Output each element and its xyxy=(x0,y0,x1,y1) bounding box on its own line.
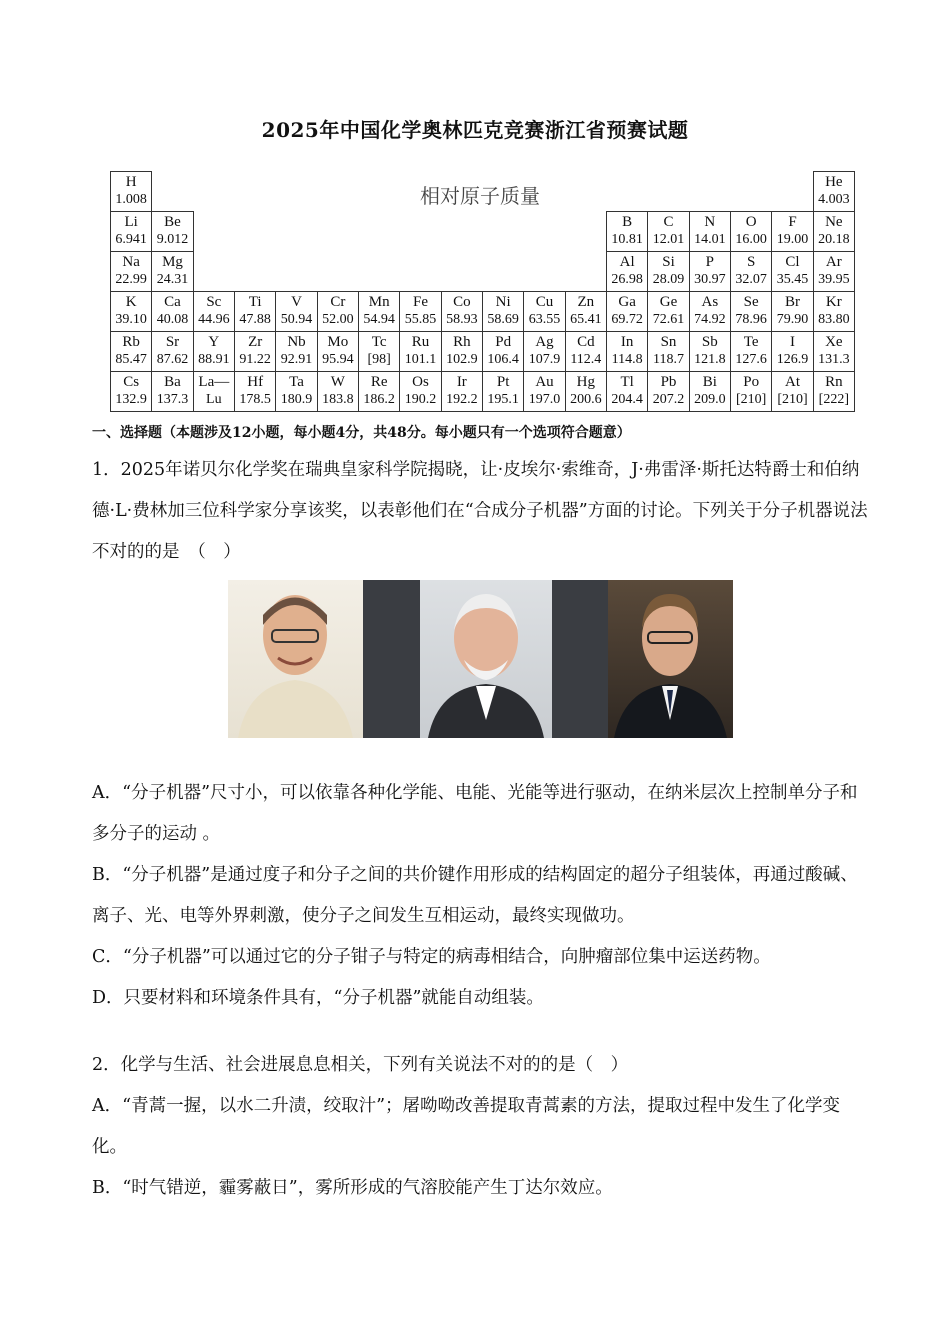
element-symbol: V xyxy=(291,294,302,310)
element-cell xyxy=(813,371,855,412)
element-mass: 39.95 xyxy=(818,272,850,287)
element-symbol: Na xyxy=(122,254,140,270)
element-cell xyxy=(151,371,193,412)
element-symbol: Fe xyxy=(412,294,428,310)
element-mass: 186.2 xyxy=(363,392,395,407)
element-mass: 200.6 xyxy=(570,392,602,407)
element-cell xyxy=(771,331,813,372)
element-symbol: Mn xyxy=(368,294,390,310)
element-mass: 102.9 xyxy=(446,352,478,367)
element-cell xyxy=(689,291,731,332)
element-cell xyxy=(647,291,689,332)
element-cell xyxy=(399,291,441,332)
element-symbol: Tc xyxy=(371,334,387,350)
element-mass: 137.3 xyxy=(156,392,189,407)
element-symbol: Ti xyxy=(248,294,262,310)
element-symbol: Cd xyxy=(577,334,595,350)
element-symbol: F xyxy=(788,214,797,230)
element-symbol: Rh xyxy=(453,334,471,350)
element-cell xyxy=(689,331,731,372)
element-symbol: Mo xyxy=(327,334,349,350)
element-mass: 9.012 xyxy=(156,232,189,247)
laureate-photo-2 xyxy=(420,580,552,738)
element-symbol: Li xyxy=(124,214,138,230)
element-symbol: N xyxy=(704,214,716,230)
element-symbol: Cr xyxy=(330,294,346,310)
element-symbol: Re xyxy=(370,374,388,390)
element-symbol: P xyxy=(705,254,714,270)
element-mass: 204.4 xyxy=(611,392,643,407)
element-mass: 190.2 xyxy=(404,392,437,407)
element-mass: 28.09 xyxy=(652,272,685,287)
element-mass: 192.2 xyxy=(446,392,478,407)
element-mass: 183.8 xyxy=(322,392,354,407)
element-cell xyxy=(358,331,400,372)
element-symbol: Pt xyxy=(496,374,510,390)
element-mass: 79.90 xyxy=(776,312,809,327)
element-mass: 69.72 xyxy=(611,312,643,327)
element-cell xyxy=(689,251,731,292)
element-symbol: W xyxy=(330,374,345,390)
element-symbol: Co xyxy=(453,294,471,310)
element-symbol: Pb xyxy=(660,374,677,390)
element-mass: 114.8 xyxy=(611,352,643,367)
element-cell xyxy=(565,291,607,332)
element-mass: 50.94 xyxy=(280,312,313,327)
element-cell xyxy=(813,251,855,292)
element-symbol: I xyxy=(789,334,795,350)
element-mass: 121.8 xyxy=(694,352,726,367)
element-symbol: Ru xyxy=(411,334,430,350)
element-cell xyxy=(234,371,276,412)
element-symbol: Kr xyxy=(825,294,842,310)
element-cell xyxy=(647,371,689,412)
element-symbol: Be xyxy=(164,214,181,230)
element-symbol: Rb xyxy=(122,334,140,350)
element-symbol: B xyxy=(622,214,633,230)
element-cell xyxy=(317,371,359,412)
element-cell xyxy=(317,291,359,332)
element-cell xyxy=(523,371,565,412)
element-cell xyxy=(771,211,813,252)
element-cell xyxy=(110,331,152,372)
element-cell xyxy=(647,251,689,292)
element-mass: [98] xyxy=(367,352,391,367)
element-cell xyxy=(110,291,152,332)
element-symbol: S xyxy=(746,254,756,270)
element-mass: 83.80 xyxy=(818,312,850,327)
element-mass: 209.0 xyxy=(694,392,726,407)
element-symbol: Mg xyxy=(162,254,183,270)
element-cell xyxy=(151,291,193,332)
element-mass: 107.9 xyxy=(528,352,561,367)
element-symbol: Ir xyxy=(456,374,467,390)
periodic-table-caption: 相对原子质量 xyxy=(420,184,540,208)
element-mass: 40.08 xyxy=(156,312,189,327)
element-cell xyxy=(482,331,524,372)
element-symbol: Ba xyxy=(164,374,181,390)
element-mass: 10.81 xyxy=(611,232,643,247)
element-cell xyxy=(813,171,855,212)
element-mass: 195.1 xyxy=(487,392,519,407)
element-mass: 24.31 xyxy=(156,272,189,287)
element-mass: 6.941 xyxy=(115,232,147,247)
element-cell xyxy=(441,331,483,372)
element-symbol: Cu xyxy=(535,294,554,310)
element-symbol: Ni xyxy=(495,294,511,310)
element-cell xyxy=(565,331,607,372)
element-symbol: Sb xyxy=(701,334,718,350)
element-symbol: Te xyxy=(743,334,759,350)
element-mass: 78.96 xyxy=(735,312,767,327)
element-mass: 19.00 xyxy=(776,232,809,247)
element-mass: 20.18 xyxy=(818,232,850,247)
element-mass: [222] xyxy=(818,392,849,407)
element-cell xyxy=(689,211,731,252)
element-symbol: Zr xyxy=(248,334,263,350)
element-symbol: Zn xyxy=(577,294,595,310)
element-symbol: Ga xyxy=(618,294,636,310)
element-symbol: Ag xyxy=(535,334,554,350)
element-cell xyxy=(193,291,235,332)
question-1-stem: 1．2025年诺贝尔化学奖在瑞典皇家科学院揭晓，让·皮埃尔·索维奇，J·弗雷泽·斯托达特爵士和伯纳德·L·费林加三位科学家分享该奖，以表彰他们在“合成分子机器”方面的讨论。下列关于分子机器说法不对的的是 （ ） xyxy=(92,460,868,562)
element-mass: 112.4 xyxy=(570,352,602,367)
element-symbol: Al xyxy=(619,254,635,270)
element-mass: 91.22 xyxy=(239,352,271,367)
element-cell xyxy=(771,251,813,292)
element-symbol: Cl xyxy=(785,254,800,270)
nobel-laureates-photo xyxy=(228,580,733,738)
element-symbol: Bi xyxy=(702,374,717,390)
element-mass: 26.98 xyxy=(611,272,643,287)
element-cell xyxy=(647,331,689,372)
element-symbol: Br xyxy=(784,294,800,310)
laureate-photo-1 xyxy=(228,580,363,738)
element-cell xyxy=(730,331,772,372)
question-2-option-b: B．“时气错逆，霾雾蔽日”，雾所形成的气溶胶能产生丁达尔效应。 xyxy=(92,1178,613,1198)
element-symbol: Sn xyxy=(660,334,677,350)
element-symbol: K xyxy=(125,294,137,310)
element-cell xyxy=(813,211,855,252)
element-cell xyxy=(441,371,483,412)
element-mass: 47.88 xyxy=(239,312,271,327)
element-symbol: Rn xyxy=(825,374,843,390)
element-symbol: Ne xyxy=(825,214,843,230)
element-mass: 87.62 xyxy=(156,352,189,367)
question-1-option-b: B．“分子机器”是通过度子和分子之间的共价键作用形成的结构固定的超分子组装体，再通过酸碱、离子、光、电等外界刺激，使分子之间发生互相运动，最终实现做功。 xyxy=(92,865,858,926)
element-mass: 132.9 xyxy=(115,392,147,407)
element-cell xyxy=(275,331,317,372)
element-cell xyxy=(275,371,317,412)
element-symbol: Tl xyxy=(620,374,634,390)
element-mass: 131.3 xyxy=(818,352,850,367)
element-symbol: Nb xyxy=(287,334,306,350)
element-mass: 4.003 xyxy=(818,192,850,207)
element-cell xyxy=(193,371,235,412)
element-symbol: Ta xyxy=(289,374,304,390)
element-cell xyxy=(151,211,193,252)
element-mass: 14.01 xyxy=(694,232,726,247)
element-mass: 101.1 xyxy=(404,352,437,367)
element-symbol: H xyxy=(125,174,137,190)
element-mass: 39.10 xyxy=(115,312,147,327)
element-cell xyxy=(813,291,855,332)
element-cell xyxy=(234,331,276,372)
element-symbol: Xe xyxy=(825,334,843,350)
element-cell xyxy=(771,291,813,332)
element-cell xyxy=(358,371,400,412)
element-cell xyxy=(523,291,565,332)
element-cell xyxy=(151,331,193,372)
element-mass: 55.85 xyxy=(404,312,437,327)
element-mass: 180.9 xyxy=(280,392,313,407)
element-cell xyxy=(565,371,607,412)
element-symbol: O xyxy=(745,214,757,230)
element-mass: 32.07 xyxy=(735,272,767,287)
element-mass: 72.61 xyxy=(652,312,685,327)
element-mass: Lu xyxy=(206,392,222,407)
element-mass: 1.008 xyxy=(115,192,147,207)
question-1-option-d: D．只要材料和环境条件具有，“分子机器”就能自动组装。 xyxy=(92,988,544,1008)
element-cell xyxy=(110,371,152,412)
element-cell xyxy=(151,251,193,292)
element-symbol: Os xyxy=(412,374,429,390)
element-symbol: Po xyxy=(743,374,760,390)
element-mass: 12.01 xyxy=(652,232,685,247)
element-mass: 85.47 xyxy=(115,352,147,367)
element-mass: 126.9 xyxy=(776,352,809,367)
element-mass: 92.91 xyxy=(280,352,313,367)
element-mass: 35.45 xyxy=(776,272,809,287)
element-symbol: Si xyxy=(662,254,675,270)
element-symbol: La— xyxy=(198,374,230,390)
element-mass: 118.7 xyxy=(653,352,684,367)
element-symbol: Hg xyxy=(576,374,595,390)
element-mass: 44.96 xyxy=(198,312,230,327)
element-mass: 65.41 xyxy=(570,312,602,327)
element-mass: 30.97 xyxy=(694,272,726,287)
element-cell xyxy=(647,211,689,252)
element-mass: 207.2 xyxy=(652,392,685,407)
element-cell xyxy=(689,371,731,412)
element-cell xyxy=(110,211,152,252)
element-mass: 58.69 xyxy=(487,312,519,327)
question-2-stem: 2．化学与生活、社会进展息息相关，下列有关说法不对的的是（ ） xyxy=(92,1055,629,1075)
element-mass: 16.00 xyxy=(735,232,767,247)
element-symbol: At xyxy=(784,374,800,390)
element-mass: [210] xyxy=(736,392,767,407)
laureate-photo-3 xyxy=(608,580,733,738)
element-mass: 88.91 xyxy=(198,352,230,367)
element-mass: 127.6 xyxy=(735,352,767,367)
element-mass: 52.00 xyxy=(322,312,354,327)
element-symbol: Hf xyxy=(247,374,264,390)
element-mass: [210] xyxy=(777,392,808,407)
element-cell xyxy=(441,291,483,332)
element-symbol: Cs xyxy=(123,374,140,390)
page-title: 2025年中国化学奥林匹克竞赛浙江省预赛试题 xyxy=(261,118,689,142)
element-symbol: In xyxy=(620,334,634,350)
element-symbol: Sc xyxy=(206,294,222,310)
element-cell xyxy=(399,371,441,412)
element-mass: 63.55 xyxy=(528,312,561,327)
element-cell xyxy=(358,291,400,332)
element-mass: 178.5 xyxy=(239,392,271,407)
element-symbol: He xyxy=(825,174,843,190)
element-cell xyxy=(482,371,524,412)
element-symbol: Se xyxy=(743,294,759,310)
element-symbol: C xyxy=(663,214,674,230)
element-symbol: Ar xyxy=(825,254,842,270)
element-mass: 106.4 xyxy=(487,352,519,367)
element-cell xyxy=(193,331,235,372)
element-symbol: Ge xyxy=(659,294,678,310)
element-symbol: Y xyxy=(208,334,220,350)
section-heading: 一、选择题（本题涉及12小题，每小题4分，共48分。每小题只有一个选项符合题意） xyxy=(92,425,631,441)
element-cell xyxy=(606,211,648,252)
element-cell xyxy=(730,251,772,292)
element-symbol: Ca xyxy=(164,294,181,310)
question-1-option-a: A．“分子机器”尺寸小，可以依靠各种化学能、电能、光能等进行驱动，在纳米层次上控制单分子和多分子的运动 。 xyxy=(92,783,858,844)
element-symbol: Pd xyxy=(495,334,512,350)
element-cell xyxy=(730,371,772,412)
element-mass: 197.0 xyxy=(528,392,561,407)
element-mass: 95.94 xyxy=(322,352,354,367)
element-cell xyxy=(606,291,648,332)
element-cell xyxy=(110,251,152,292)
question-2-option-a: A．“青蒿一握，以水二升渍，绞取汁”；屠呦呦改善提取青蒿素的方法，提取过程中发生了化学变化。 xyxy=(92,1096,841,1157)
element-mass: 22.99 xyxy=(115,272,147,287)
element-symbol: As xyxy=(701,294,719,310)
element-cell xyxy=(399,331,441,372)
element-mass: 58.93 xyxy=(446,312,478,327)
element-symbol: Au xyxy=(535,374,554,390)
element-mass: 74.92 xyxy=(694,312,726,327)
element-cell xyxy=(771,371,813,412)
element-symbol: Sr xyxy=(165,334,180,350)
element-cell xyxy=(606,251,648,292)
element-cell xyxy=(317,331,359,372)
element-cell xyxy=(110,171,152,212)
element-cell xyxy=(813,331,855,372)
element-cell xyxy=(730,211,772,252)
element-cell xyxy=(523,331,565,372)
element-cell xyxy=(275,291,317,332)
element-mass: 54.94 xyxy=(363,312,395,327)
element-cell xyxy=(482,291,524,332)
element-cell xyxy=(606,371,648,412)
element-cell xyxy=(730,291,772,332)
element-cell xyxy=(234,291,276,332)
element-cell xyxy=(606,331,648,372)
question-1-option-c: C．“分子机器”可以通过它的分子钳子与特定的病毒相结合，向肿瘤部位集中运送药物。 xyxy=(92,947,771,967)
